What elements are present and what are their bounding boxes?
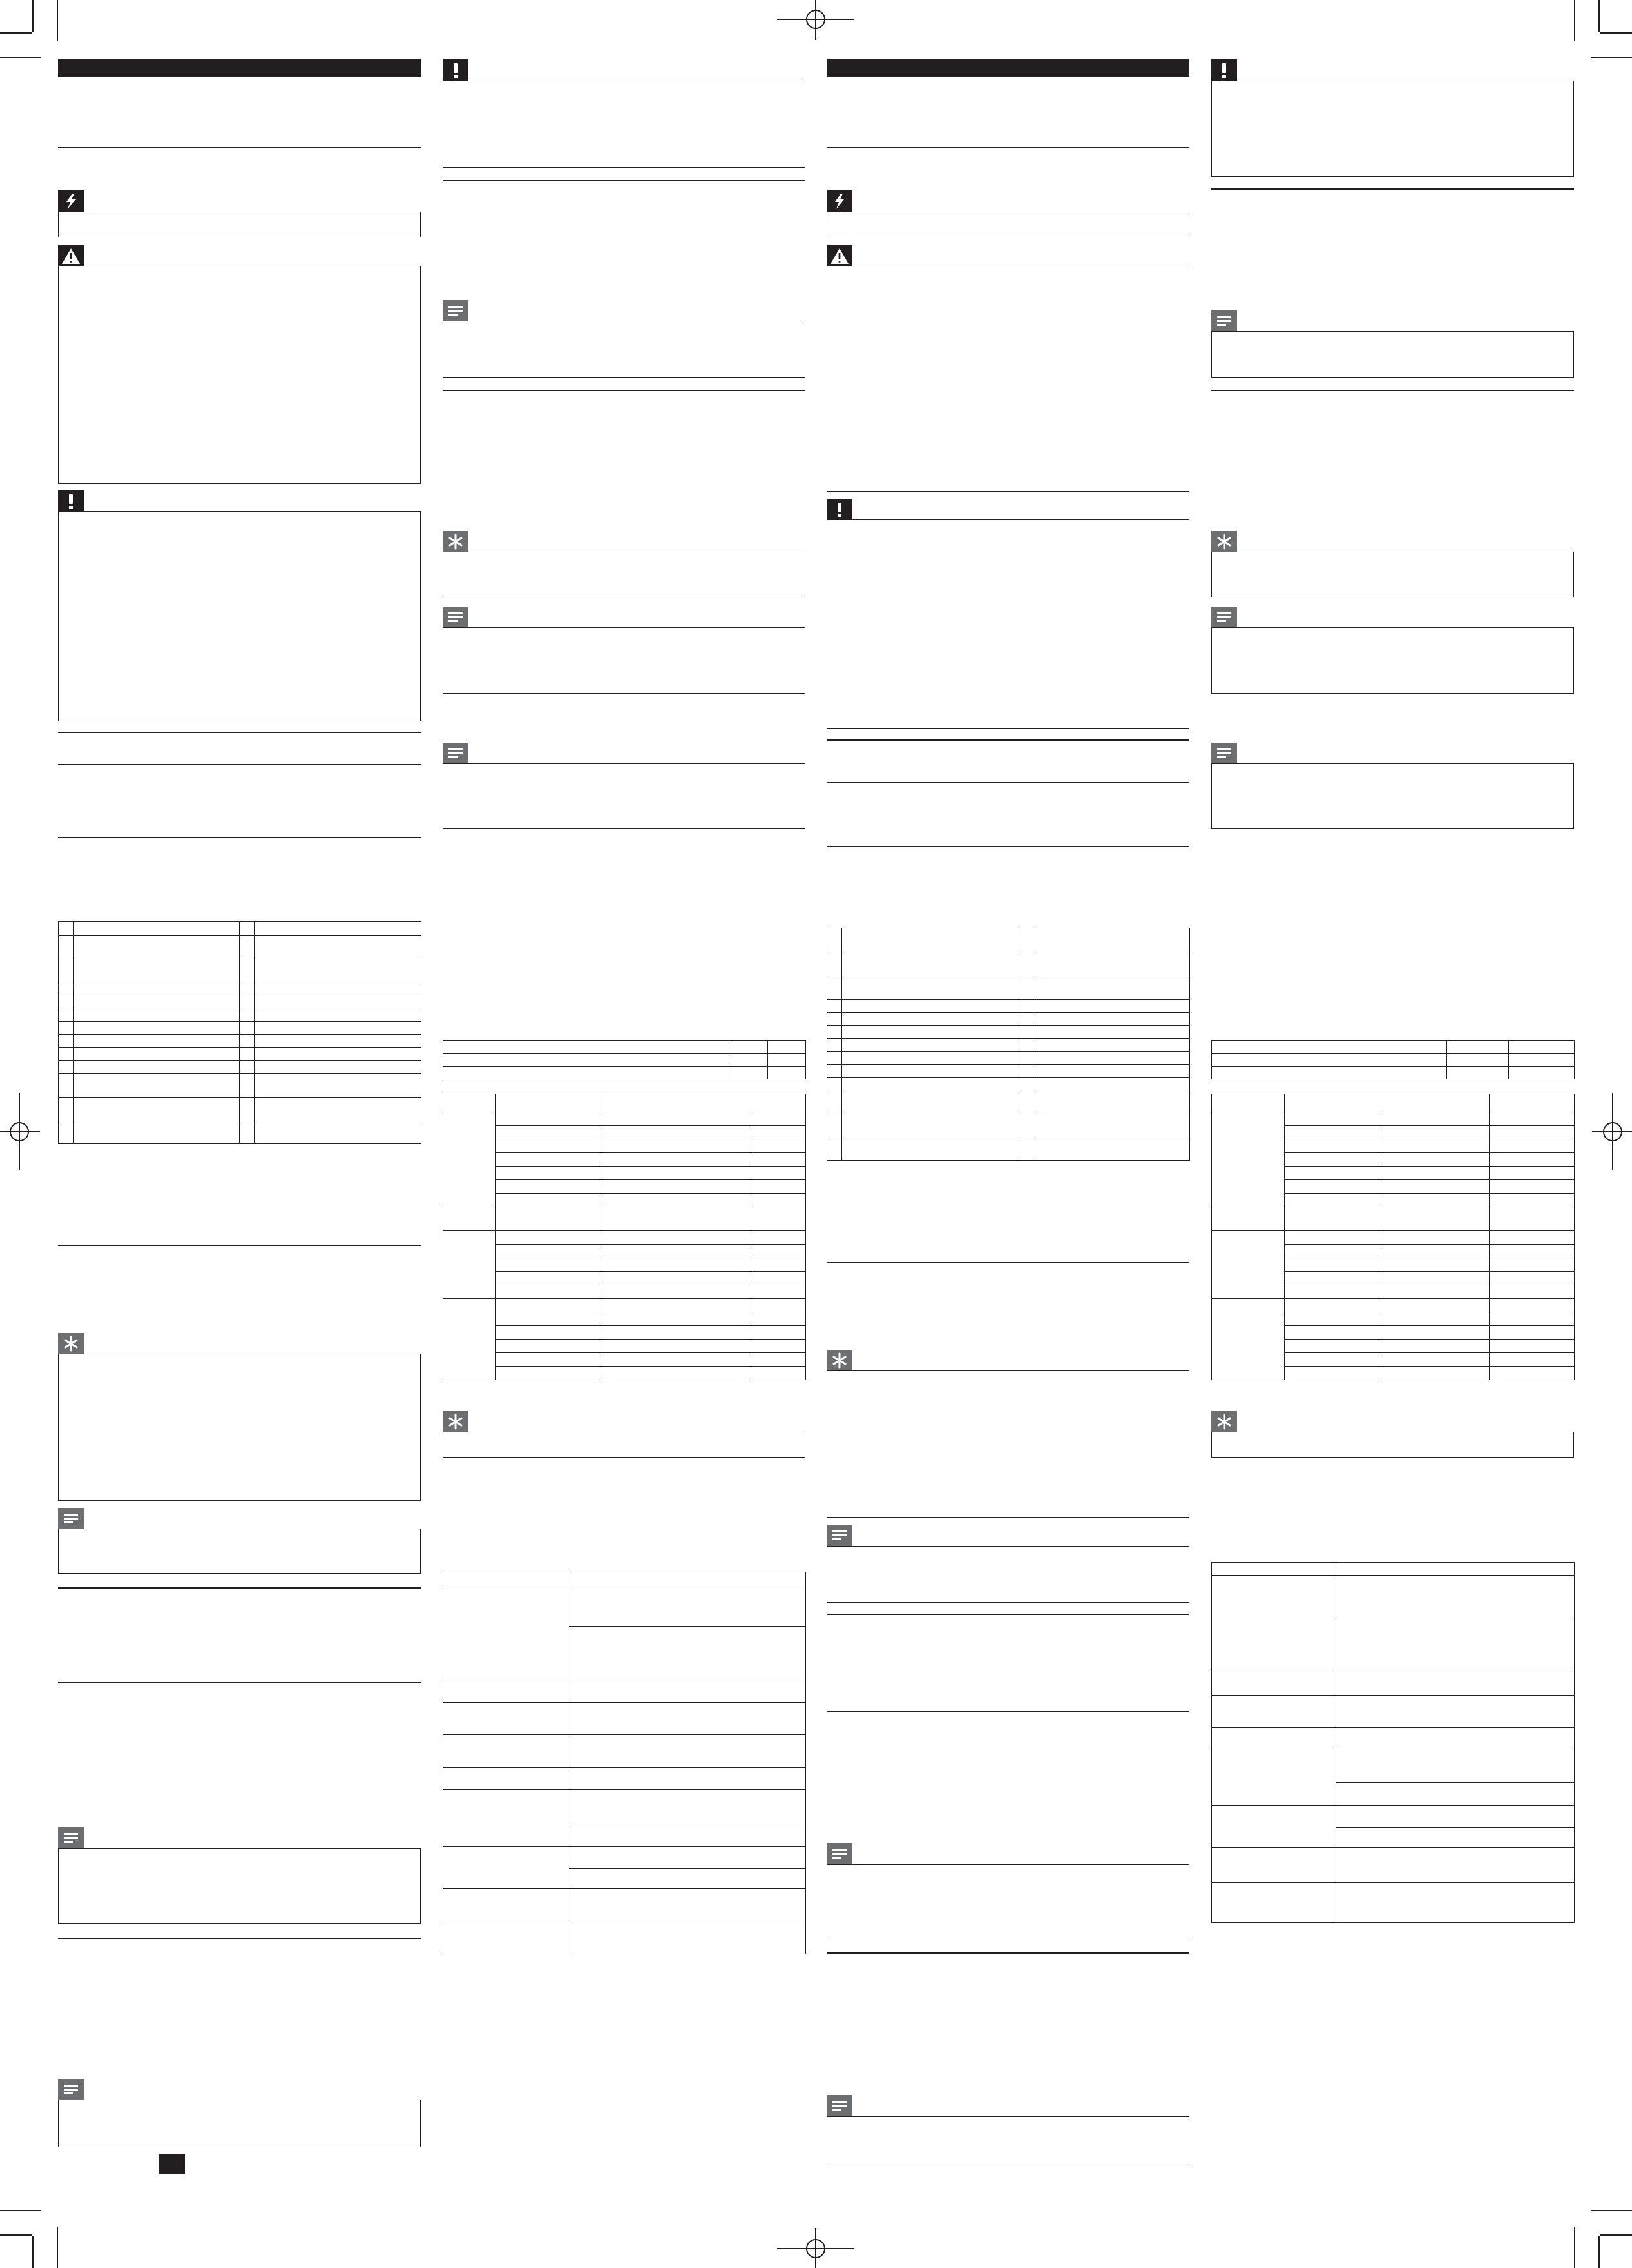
electric-notice-box <box>58 212 421 237</box>
section-divider <box>443 390 805 391</box>
table-row <box>59 959 421 983</box>
note-lines-icon <box>827 1525 852 1546</box>
section-header-bar <box>58 59 421 77</box>
table-row <box>59 1035 421 1048</box>
note-box <box>443 321 805 378</box>
asterisk-tip-icon <box>1211 1411 1237 1432</box>
grouped-spec-table <box>1211 1094 1575 1380</box>
note-lines-icon <box>1211 607 1237 628</box>
table-row <box>827 1114 1190 1138</box>
table-row <box>1212 1299 1575 1312</box>
table-row <box>443 1889 806 1923</box>
tip-box <box>443 552 805 597</box>
table-row <box>827 1078 1190 1090</box>
tip-box <box>58 1354 421 1501</box>
note-lines-icon <box>443 607 468 628</box>
table-row <box>1212 1848 1575 1883</box>
table-row <box>443 1153 806 1167</box>
note-lines-icon <box>1211 743 1237 764</box>
caution-notice-box <box>443 81 805 168</box>
section-divider <box>58 837 421 838</box>
table-row <box>827 1052 1190 1065</box>
summary-table <box>1211 1040 1575 1079</box>
table-row <box>443 1735 806 1768</box>
table-row <box>1212 1696 1575 1728</box>
table-row <box>443 1367 806 1380</box>
table-row <box>443 1231 806 1245</box>
section-divider <box>58 1938 421 1939</box>
note-box <box>58 1529 421 1574</box>
table-row <box>443 1041 806 1054</box>
section-divider <box>827 782 1189 783</box>
table-row <box>827 1090 1190 1114</box>
section-divider <box>827 1711 1189 1712</box>
table-row <box>827 1000 1190 1013</box>
table-row <box>443 1167 806 1180</box>
summary-table <box>443 1040 806 1079</box>
section-divider <box>58 147 421 148</box>
table-row <box>827 1026 1190 1039</box>
table-row <box>443 1678 806 1703</box>
table-row <box>443 1245 806 1258</box>
table-row <box>443 1299 806 1312</box>
section-divider <box>827 1952 1189 1954</box>
table-row <box>443 1194 806 1207</box>
asterisk-tip-icon <box>443 1411 468 1432</box>
table-row <box>443 1790 806 1823</box>
note-box <box>1211 627 1574 694</box>
note-box <box>58 2100 421 2147</box>
column-4 <box>1211 0 1574 2268</box>
electric-notice-box <box>827 212 1189 237</box>
note-box <box>827 1864 1189 1938</box>
tip-box <box>1211 552 1574 597</box>
note-lines-icon <box>443 743 468 764</box>
note-box <box>827 2116 1189 2163</box>
section-divider <box>827 147 1189 148</box>
tip-box <box>443 1432 805 1458</box>
table-row <box>1212 1094 1575 1112</box>
table-row <box>1212 1112 1575 1126</box>
tip-box <box>1211 1432 1574 1458</box>
warning-triangle-icon <box>827 245 852 266</box>
table-row <box>59 1121 421 1144</box>
section-divider <box>58 1587 421 1589</box>
table-row <box>443 1067 806 1079</box>
table-row <box>1212 1728 1575 1749</box>
table-row <box>1212 1207 1575 1231</box>
note-box <box>827 1546 1189 1603</box>
exclamation-icon <box>443 59 468 81</box>
section-header-bar <box>827 59 1189 77</box>
table-row <box>827 928 1190 952</box>
table-row <box>443 1572 806 1585</box>
table-row <box>443 1923 806 1954</box>
table-row <box>827 976 1190 1000</box>
specifications-table <box>443 1572 806 1954</box>
asterisk-tip-icon <box>1211 531 1237 552</box>
table-row <box>1212 1671 1575 1696</box>
section-divider <box>58 1682 421 1683</box>
table-row <box>443 1353 806 1367</box>
table-row <box>59 1074 421 1098</box>
table-row <box>443 1258 806 1272</box>
tip-box <box>827 1370 1189 1518</box>
lightning-icon <box>827 190 852 212</box>
section-divider <box>58 1245 421 1246</box>
section-divider <box>1211 390 1574 391</box>
warning-notice-box <box>58 266 421 484</box>
section-divider <box>58 732 421 733</box>
table-row <box>443 1112 806 1126</box>
table-row <box>827 1065 1190 1078</box>
note-lines-icon <box>58 1508 84 1529</box>
section-divider <box>443 180 805 181</box>
warning-notice-box <box>827 266 1189 492</box>
table-row <box>1212 1231 1575 1245</box>
table-row <box>443 1207 806 1231</box>
registration-mark-left <box>0 1093 40 1170</box>
table-row <box>443 1272 806 1285</box>
column-2 <box>443 0 805 2268</box>
note-box <box>443 627 805 694</box>
table-row <box>1212 1054 1575 1067</box>
table-row <box>59 1061 421 1074</box>
table-row <box>59 996 421 1009</box>
table-row <box>59 983 421 996</box>
table-row <box>59 936 421 959</box>
note-lines-icon <box>58 2079 84 2100</box>
section-divider <box>827 846 1189 847</box>
asterisk-tip-icon <box>443 531 468 552</box>
asterisk-tip-icon <box>827 1350 852 1371</box>
table-row <box>59 1048 421 1061</box>
table-row <box>443 1847 806 1869</box>
note-lines-icon <box>443 300 468 321</box>
table-row <box>443 1312 806 1326</box>
table-row <box>59 1009 421 1022</box>
table-row <box>443 1094 806 1112</box>
table-row <box>1212 1576 1575 1618</box>
table-row <box>827 1013 1190 1026</box>
caution-notice-box <box>1211 81 1574 177</box>
registration-mark-right <box>1592 1093 1632 1170</box>
table-row <box>1212 1067 1575 1079</box>
warning-triangle-icon <box>58 245 84 266</box>
table-row <box>827 1138 1190 1161</box>
note-lines-icon <box>1211 310 1237 332</box>
column-1 <box>58 0 421 2268</box>
caution-notice-box <box>827 519 1189 729</box>
note-lines-icon <box>827 1843 852 1865</box>
table-row <box>1212 1883 1575 1923</box>
table-row <box>443 1180 806 1194</box>
table-row <box>1212 1041 1575 1054</box>
note-box <box>1211 763 1574 829</box>
note-box <box>1211 331 1574 378</box>
table-row <box>59 1098 421 1121</box>
caution-notice-box <box>58 511 421 721</box>
exclamation-icon <box>1211 59 1237 81</box>
specifications-table <box>1211 1562 1575 1923</box>
exclamation-icon <box>827 499 852 520</box>
column-3 <box>827 0 1189 2268</box>
section-divider <box>827 739 1189 741</box>
note-lines-icon <box>827 2095 852 2116</box>
note-box <box>58 1848 421 1924</box>
table-row <box>1212 1749 1575 1783</box>
section-divider <box>1211 188 1574 190</box>
table-row <box>1212 1563 1575 1576</box>
table-row <box>1212 1806 1575 1828</box>
section-divider <box>827 1262 1189 1263</box>
table-row <box>443 1054 806 1067</box>
parts-table <box>827 928 1190 1161</box>
grouped-spec-table <box>443 1094 806 1380</box>
note-box <box>443 763 805 829</box>
section-divider <box>58 764 421 765</box>
table-row <box>443 1139 806 1153</box>
table-row <box>443 1126 806 1139</box>
table-row <box>443 1285 806 1299</box>
table-row <box>827 1039 1190 1052</box>
section-divider <box>827 1614 1189 1615</box>
table-row <box>443 1768 806 1790</box>
table-row <box>59 1022 421 1035</box>
table-row <box>443 1340 806 1353</box>
table-row <box>59 922 421 936</box>
table-row <box>827 952 1190 976</box>
note-lines-icon <box>58 1827 84 1849</box>
exclamation-icon <box>58 490 84 512</box>
lightning-icon <box>58 190 84 212</box>
table-row <box>443 1703 806 1735</box>
asterisk-tip-icon <box>58 1333 84 1354</box>
parts-table <box>58 921 421 1144</box>
table-row <box>443 1585 806 1627</box>
table-row <box>443 1326 806 1340</box>
